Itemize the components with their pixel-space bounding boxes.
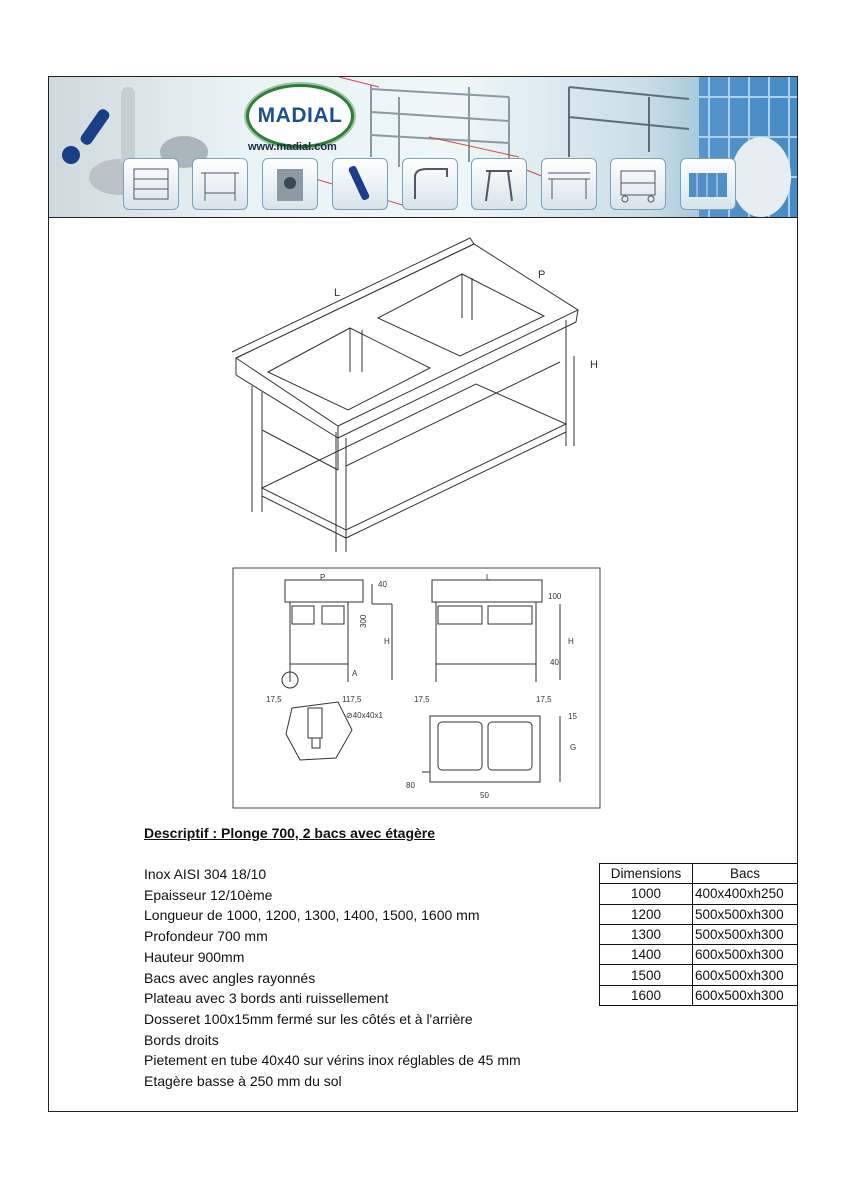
cell-bacs: 600x500xh300 — [693, 985, 798, 1005]
cell-bacs: 500x500xh300 — [693, 904, 798, 924]
tech-label-a: A — [352, 669, 358, 678]
website-url: www.madial.com — [248, 141, 337, 153]
tech-label-40-top: 40 — [378, 580, 387, 589]
spec-line: Etagère basse à 250 mm du sol — [144, 1073, 342, 1090]
thumb-trolley — [610, 158, 666, 210]
tech-label-l: L — [486, 573, 491, 582]
table-row — [600, 924, 798, 944]
tech-label-300: 300 — [359, 614, 368, 628]
iso-label-depth: P — [538, 269, 546, 281]
tech-label-100: 100 — [548, 592, 562, 601]
cell-bacs: 400x400xh250 — [693, 884, 798, 904]
tech-label-40-right: 40 — [550, 658, 559, 667]
thumb-shelving-3-tier — [123, 158, 179, 210]
tech-label-h-right: H — [568, 637, 574, 646]
rack-column — [731, 137, 791, 217]
iso-label-length: L — [334, 287, 341, 299]
spray-handle-icon — [79, 107, 112, 147]
tech-label-15: 15 — [568, 712, 577, 721]
spec-line: Longueur de 1000, 1200, 1300, 1400, 1500, 1600 mm — [144, 907, 480, 924]
thumb-dish-rack — [680, 158, 736, 210]
tech-label-h-left: H — [384, 637, 390, 646]
tech-label-50: 50 — [480, 791, 489, 800]
spec-line: Bords droits — [144, 1031, 219, 1048]
table-row — [600, 904, 798, 924]
cell-dimension: 1200 — [600, 904, 693, 924]
header-bacs: Bacs — [693, 864, 798, 884]
spec-line: Inox AISI 304 18/10 — [144, 866, 267, 882]
spec-line: Bacs avec angles rayonnés — [144, 969, 316, 986]
tech-label-p: P — [320, 573, 326, 582]
thumb-tap — [402, 158, 458, 210]
cell-dimension: 1400 — [600, 945, 693, 965]
tech-label-17-5-b: 17,5 — [414, 695, 430, 704]
cell-dimension: 1300 — [600, 924, 693, 944]
iso-label-height: H — [590, 359, 598, 371]
tech-label-117-5: 117,5 — [342, 695, 362, 704]
thumb-stool — [471, 158, 527, 210]
spec-line: Profondeur 700 mm — [144, 928, 268, 945]
dimensions-table — [599, 863, 798, 1006]
tech-label-80: 80 — [406, 781, 415, 790]
tech-label-17-5-c: 17,5 — [536, 695, 552, 704]
thumb-machine — [262, 158, 318, 210]
tech-label-g: G — [570, 743, 577, 752]
tap-column-icon — [121, 87, 135, 167]
cell-bacs: 600x500xh300 — [693, 965, 798, 985]
tech-label-tube: ⊘40x40x1 — [346, 711, 383, 720]
table-row — [600, 884, 798, 904]
tech-label-17-5-a: 17,5 — [266, 695, 282, 704]
table-row — [600, 965, 798, 985]
thumb-table — [192, 158, 248, 210]
spec-list — [144, 864, 521, 1092]
spec-line: Epaisseur 12/10ème — [144, 886, 273, 903]
cell-dimension: 1000 — [600, 884, 693, 904]
spec-line: Dosseret 100x15mm fermé sur les côtés et à l'arrière — [144, 1010, 473, 1027]
cell-bacs: 600x500xh300 — [693, 945, 798, 965]
header-dimensions: Dimensions — [600, 864, 693, 884]
spec-line: Plateau avec 3 bords anti ruissellement — [144, 990, 389, 1007]
spec-line: Pietement en tube 40x40 sur vérins inox réglables de 45 mm — [144, 1052, 521, 1069]
table-row — [600, 945, 798, 965]
table-header-row — [600, 864, 798, 884]
trolley-wireframe — [569, 87, 689, 157]
spec-line: Hauteur 900mm — [144, 948, 245, 965]
cell-bacs: 500x500xh300 — [693, 924, 798, 944]
cell-dimension: 1500 — [600, 965, 693, 985]
cell-dimension: 1600 — [600, 985, 693, 1005]
logo-text: MADIAL — [257, 104, 343, 127]
description-title: Descriptif : Plonge 700, 2 bacs avec étagère — [144, 825, 436, 841]
thumb-spray-handle — [332, 158, 388, 210]
table-row — [600, 985, 798, 1005]
madial-logo — [246, 84, 354, 148]
spray-head-icon — [62, 146, 80, 164]
thumb-wall-table — [541, 158, 597, 210]
